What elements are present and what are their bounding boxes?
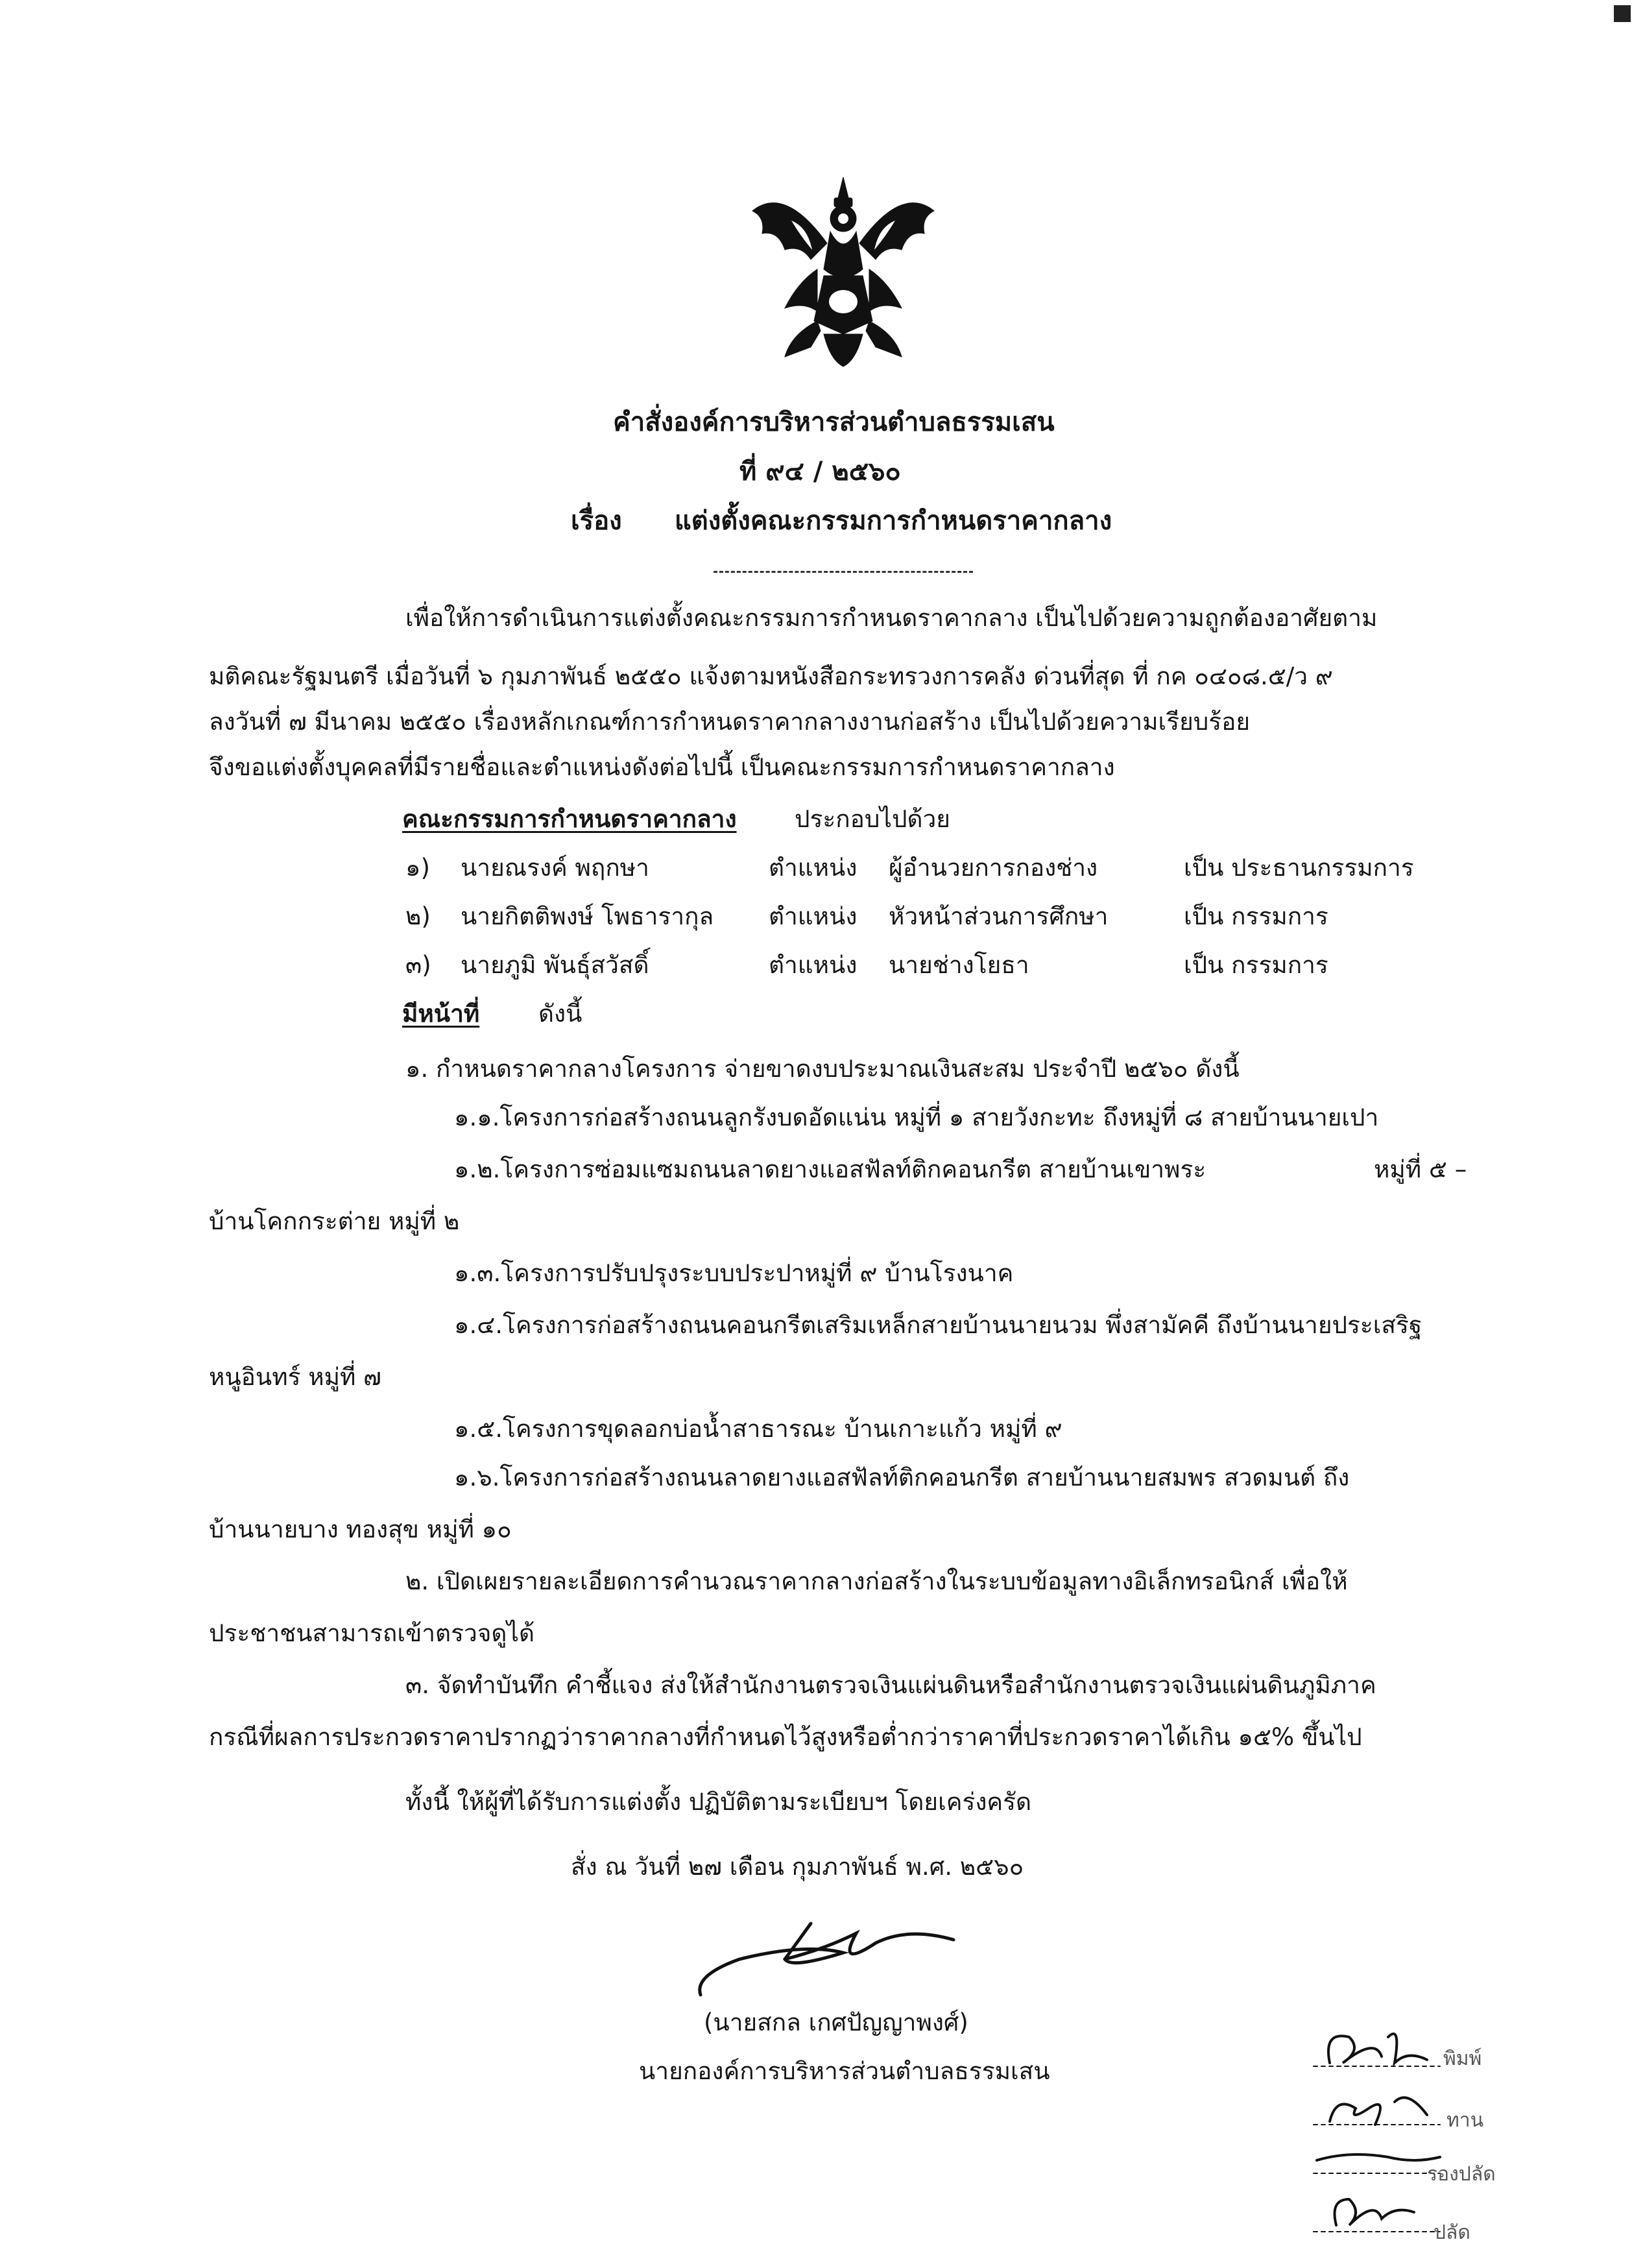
member-2-position: หัวหน้าส่วนการศึกษา bbox=[889, 902, 1109, 930]
closing-text: ทั้งนี้ ให้ผู้ที่ได้รับการแต่งตั้ง ปฏิบัติตามระเบียบฯ โดยเคร่งครัด bbox=[405, 1788, 1032, 1816]
project-1-6: ๑.๖.โครงการก่อสร้างถนนลาดยางแอสฟัลท์ติกคอนกรีต สายบ้านนายสมพร สวดมนต์ ถึง bbox=[454, 1464, 1350, 1491]
member-3-no: ๓) bbox=[405, 951, 431, 979]
project-1-5: ๑.๕.โครงการขุดลอกบ่อน้ำสาธารณะ บ้านเกาะแก้ว หมู่ที่ ๙ bbox=[454, 1415, 1062, 1443]
member-2-no: ๒) bbox=[405, 902, 431, 930]
duties-heading: มีหน้าที่ bbox=[402, 1000, 480, 1028]
order-heading: คำสั่งองค์การบริหารส่วนตำบลธรรมเสน bbox=[613, 407, 1055, 437]
signer-title: นายกองค์การบริหารส่วนตำบลธรรมเสน bbox=[639, 2057, 1050, 2085]
initial-label-typist: พิมพ์ bbox=[1443, 2047, 1482, 2070]
intro-line-4: จึงขอแต่งตั้งบุคคลที่มีรายชื่อและตำแหน่งดังต่อไปนี้ เป็นคณะกรรมการกำหนดราคากลาง bbox=[209, 753, 1115, 781]
project-1-2: ๑.๒.โครงการซ่อมแซมถนนลาดยางแอสฟัลท์ติกคอนกรีต สายบ้านเขาพระ bbox=[454, 1155, 1206, 1183]
initial-label-deputy: รองปลัด bbox=[1427, 2163, 1496, 2186]
scan-corner-mark bbox=[1614, 5, 1631, 22]
project-1-4: ๑.๔.โครงการก่อสร้างถนนคอนกรีตเสริมเหล็กสายบ้านนายนวม พึ่งสามัคคี ถึงบ้านนายประเสริฐ bbox=[454, 1311, 1422, 1339]
project-1-4-cont: หนูอินทร์ หมู่ที่ ๗ bbox=[209, 1363, 381, 1391]
order-date: สั่ง ณ วันที่ ๒๗ เดือน กุมภาพันธ์ พ.ศ. ๒๕๖๐ bbox=[571, 1853, 1024, 1881]
member-3-role: เป็น กรรมการ bbox=[1184, 951, 1328, 979]
member-2-role: เป็น กรรมการ bbox=[1184, 902, 1328, 930]
project-1-2-village: หมู่ที่ ๕ – bbox=[1374, 1155, 1467, 1183]
member-3-position: นายช่างโยธา bbox=[889, 951, 1029, 979]
member-3-pos-label: ตำแหน่ง bbox=[769, 951, 858, 979]
project-1-1: ๑.๑.โครงการก่อสร้างถนนลูกรังบดอัดแน่น หมู่ที่ ๑ สายวังกะทะ ถึงหมู่ที่ ๘ สายบ้านนายเปา bbox=[454, 1104, 1379, 1131]
member-2-name: นายกิตติพงษ์ โพธารากุล bbox=[461, 902, 714, 930]
heading-divider bbox=[714, 571, 973, 573]
member-1-role: เป็น ประธานกรรมการ bbox=[1184, 854, 1414, 882]
initial-label-clerk: ปลัด bbox=[1434, 2221, 1470, 2244]
member-1-no: ๑) bbox=[405, 854, 430, 882]
intro-line-2: มติคณะรัฐมนตรี เมื่อวันที่ ๖ กุมภาพันธ์ ๒๕๕๐ แจ้งตามหนังสือกระทรวงการคลัง ด่วนที่สุด ที่ กค ๐๔๐๘.๕/ว ๙ bbox=[209, 662, 1333, 690]
project-1-3: ๑.๓.โครงการปรับปรุงระบบประปาหมู่ที่ ๙ บ้านโรงนาค bbox=[454, 1259, 1014, 1287]
member-1-pos-label: ตำแหน่ง bbox=[769, 854, 858, 882]
duty-1: ๑. กำหนดราคากลางโครงการ จ่ายขาดงบประมาณเงินสะสม ประจำปี ๒๕๖๐ ดังนี้ bbox=[405, 1055, 1240, 1083]
project-1-6-cont: บ้านนายบาง ทองสุข หมู่ที่ ๑๐ bbox=[209, 1515, 512, 1543]
signer-name: (นายสกล เกศปัญญาพงศ์) bbox=[704, 2009, 968, 2036]
committee-suffix: ประกอบไปด้วย bbox=[795, 805, 950, 833]
subject-label: เรื่อง bbox=[571, 506, 622, 536]
member-1-position: ผู้อำนวยการกองช่าง bbox=[889, 854, 1098, 882]
member-1-name: นายณรงค์ พฤกษา bbox=[461, 854, 649, 882]
signature-image bbox=[688, 1898, 960, 2011]
duty-2: ๒. เปิดเผยรายละเอียดการคำนวณราคากลางก่อสร้างในระบบข้อมูลทางอิเล็กทรอนิกส์ เพื่อให้ bbox=[405, 1567, 1348, 1595]
initial-label-checker: ทาน bbox=[1446, 2109, 1484, 2132]
committee-heading: คณะกรรมการกำหนดราคากลาง bbox=[402, 805, 737, 833]
duty-3: ๓. จัดทำบันทึก คำชี้แจง ส่งให้สำนักงานตรวจเงินแผ่นดินหรือสำนักงานตรวจเงินแผ่นดินภูมิภาค bbox=[405, 1671, 1376, 1699]
subject-text: แต่งตั้งคณะกรรมการกำหนดราคากลาง bbox=[675, 506, 1112, 536]
duty-3-cont: กรณีที่ผลการประกวดราคาปรากฏว่าราคากลางที่กำหนดไว้สูงหรือต่ำกว่าราคาที่ประกวดราคาได้เกิน ๑๕% ขึ้นไป bbox=[209, 1723, 1362, 1751]
intro-line-1: เพื่อให้การดำเนินการแต่งตั้งคณะกรรมการกำหนดราคากลาง เป็นไปด้วยความถูกต้องอาศัยตาม bbox=[405, 604, 1378, 632]
duties-suffix: ดังนี้ bbox=[538, 1000, 582, 1028]
duty-2-cont: ประชาชนสามารถเข้าตรวจดูได้ bbox=[209, 1619, 535, 1647]
member-3-name: นายภูมิ พันธุ์สวัสดิ์ bbox=[461, 951, 649, 979]
garuda-emblem-icon bbox=[739, 172, 947, 373]
project-1-2-cont: บ้านโคกกระต่าย หมู่ที่ ๒ bbox=[209, 1207, 460, 1235]
intro-line-3: ลงวันที่ ๗ มีนาคม ๒๕๕๐ เรื่องหลักเกณฑ์การกำหนดราคากลางงานก่อสร้าง เป็นไปด้วยความเรียบร้อย bbox=[209, 708, 1251, 736]
order-number: ที่ ๙๔ / ๒๕๖๐ bbox=[739, 457, 901, 487]
member-2-pos-label: ตำแหน่ง bbox=[769, 902, 858, 930]
